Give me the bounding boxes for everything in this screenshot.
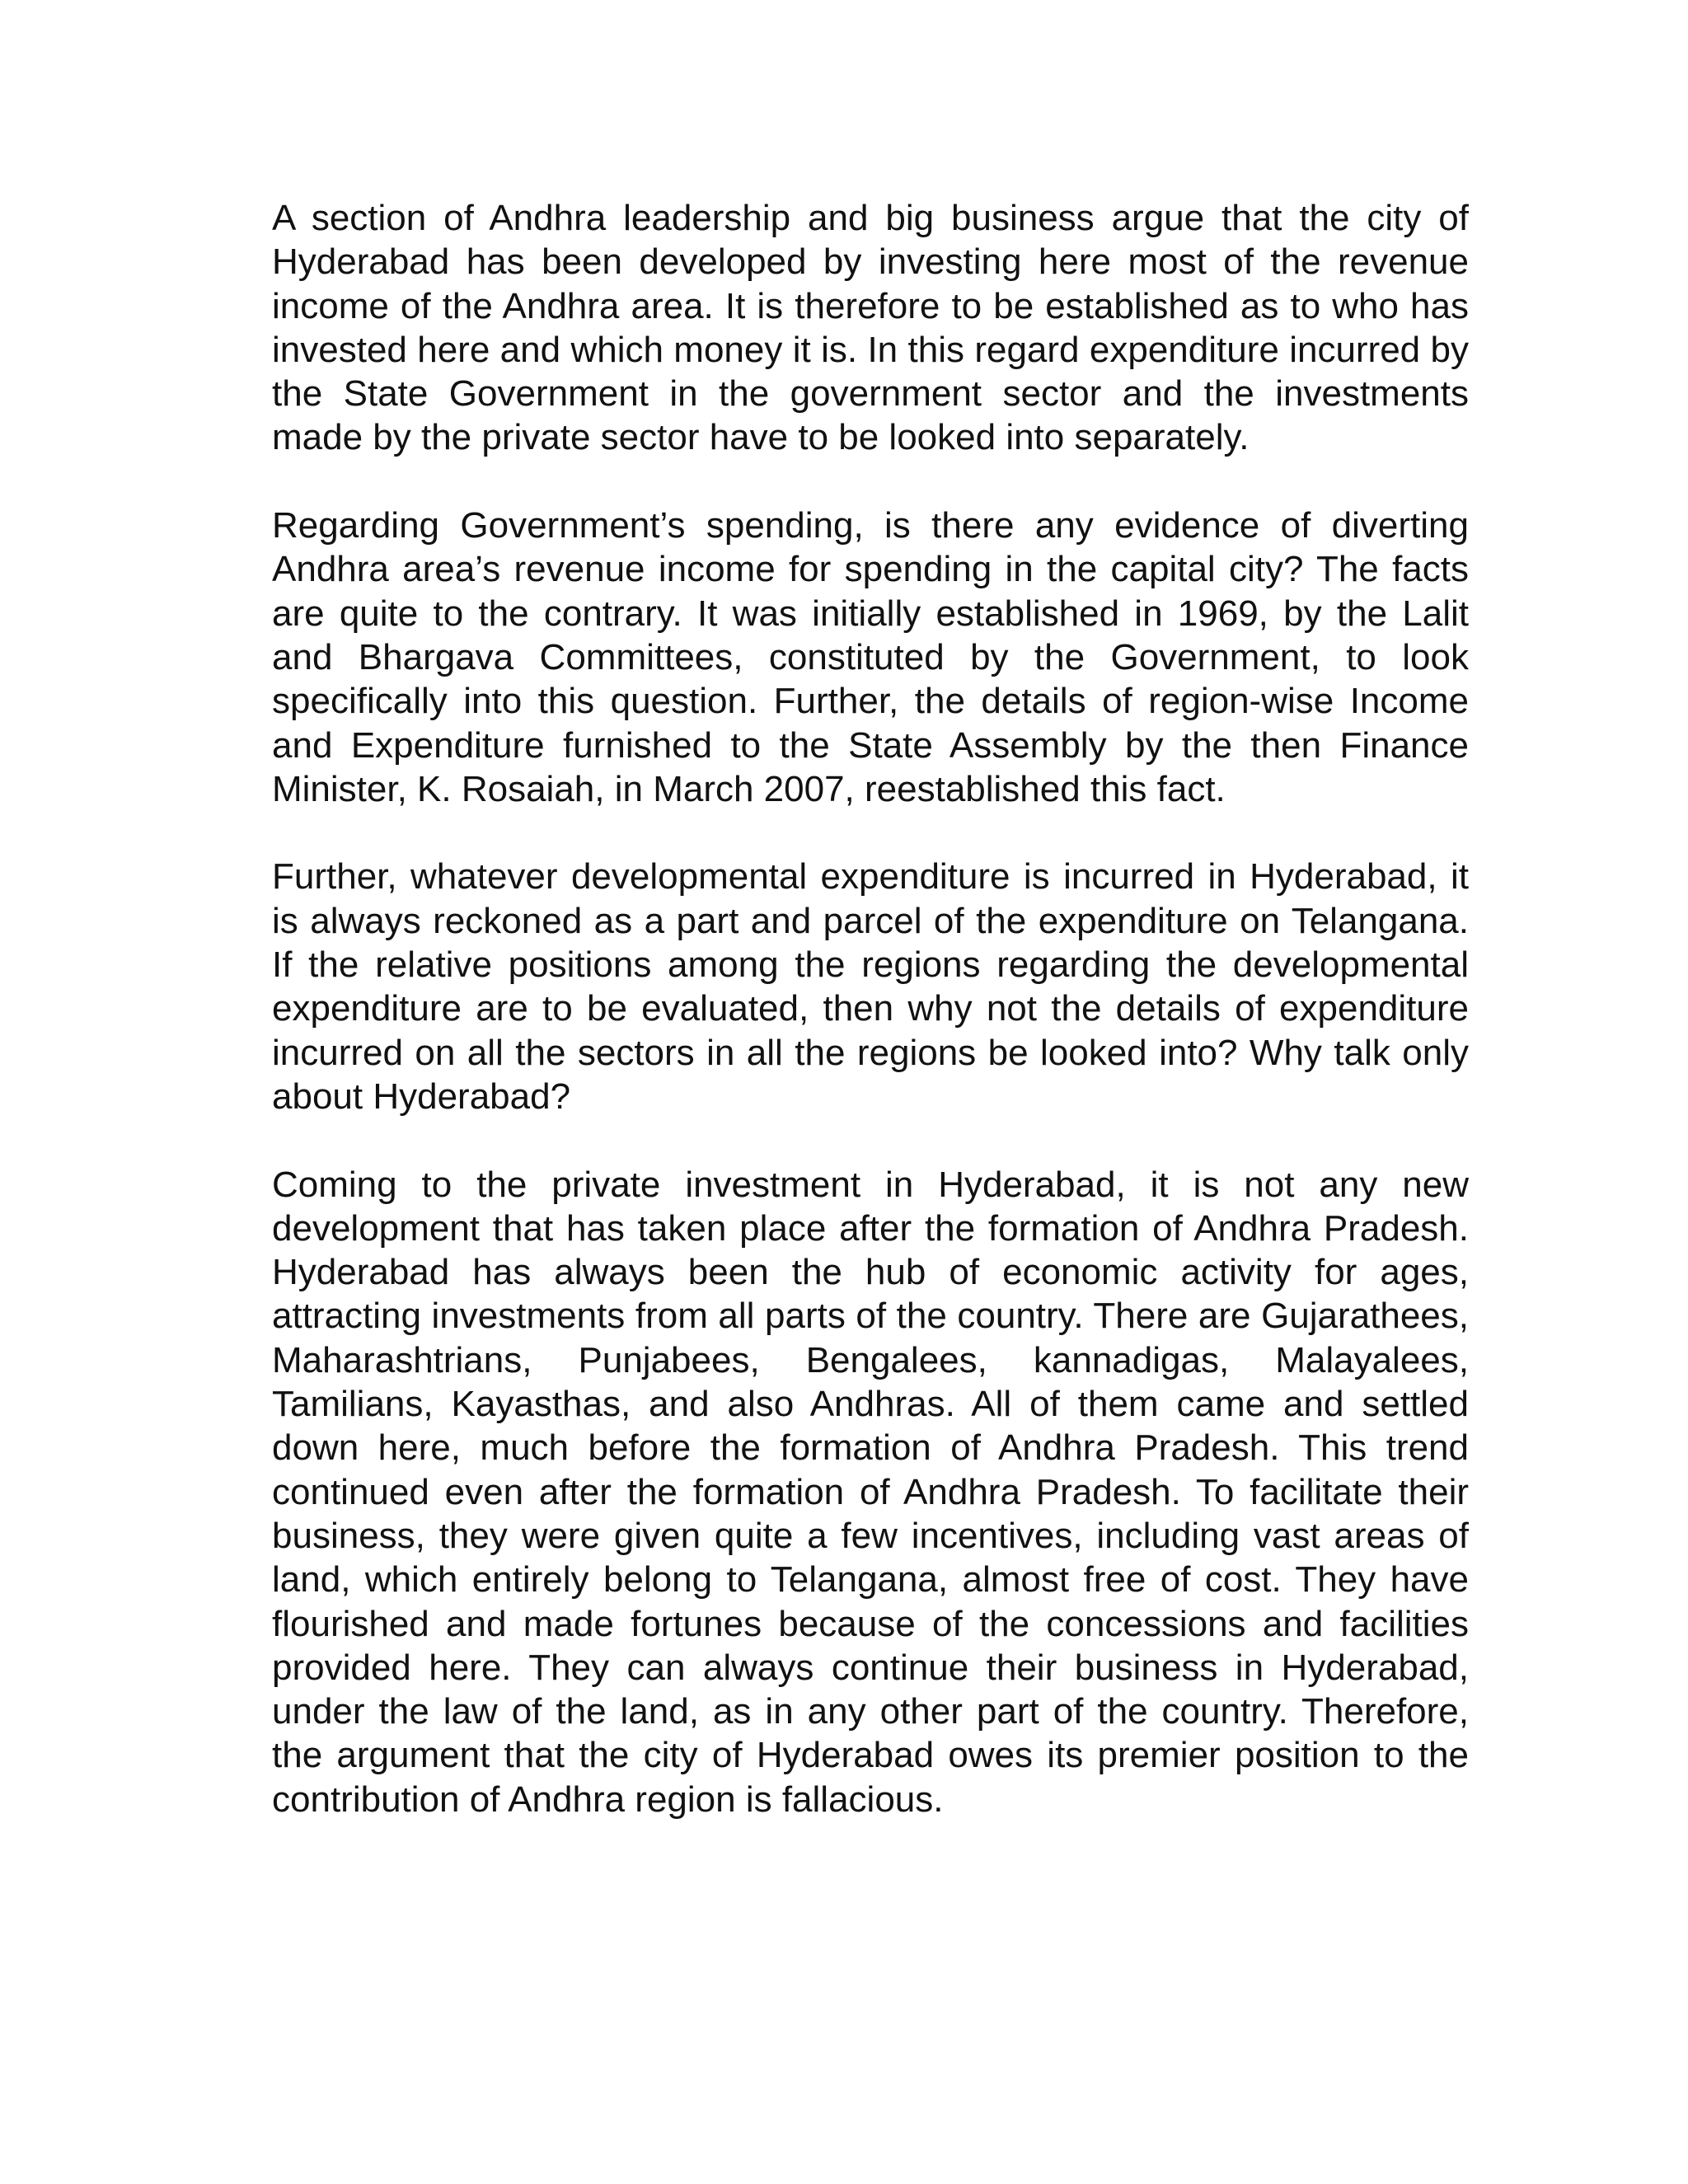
paragraph-hyderabad-development-claim: A section of Andhra leadership and big business argue that the city of Hyderabad has been developed by investing here most of the revenue income of the Andhra area. It is therefore to be established as to who has invested here and which money it is. In this regard expenditure incurred by the State Government in the government sector and the investments made by the private sector have to be looked into separately.: [272, 198, 1469, 458]
document-body: [272, 196, 1469, 1821]
paragraph-private-investment: Coming to the private investment in Hyderabad, it is not any new development that has taken place after the formation of Andhra Pradesh. Hyderabad has always been the hub of economic activity for ages, attracting investments from all parts of the country. There are Gujarathees, Maharashtrians, Punjabees, Bengalees, kannadigas, Malayalees, Tamilians, Kayasthas, and also Andhras. All of them came and settled down here, much before the formation of Andhra Pradesh. This trend continued even after the formation of Andhra Pradesh. To facilitate their business, they were given quite a few incentives, including vast areas of land, which entirely belong to Telangana, almost free of cost. They have flourished and made fortunes because of the concessions and facilities provided here. They can always continue their business in Hyderabad, under the law of the land, as in any other part of the country. Therefore, the argument that the city of Hyderabad owes its premier position to the contribution of Andhra region is fallacious.: [272, 1164, 1469, 1820]
paragraph-government-spending: Regarding Government’s spending, is there any evidence of diverting Andhra area’s revenue income for spending in the capital city? The facts are quite to the contrary. It was initially established in 1969, by the Lalit and Bhargava Committees, constituted by the Government, to look specifically into this question. Further, the details of region-wise Income and Expenditure furnished to the State Assembly by the then Finance Minister, K. Rosaiah, in March 2007, reestablished this fact.: [272, 505, 1469, 809]
paragraph-developmental-expenditure: Further, whatever developmental expenditure is incurred in Hyderabad, it is always reckoned as a part and parcel of the expenditure on Telangana. If the relative positions among the regions regarding the developmental expenditure are to be evaluated, then why not the details of expenditure incurred on all the sectors in all the regions be looked into? Why talk only about Hyderabad?: [272, 856, 1469, 1117]
